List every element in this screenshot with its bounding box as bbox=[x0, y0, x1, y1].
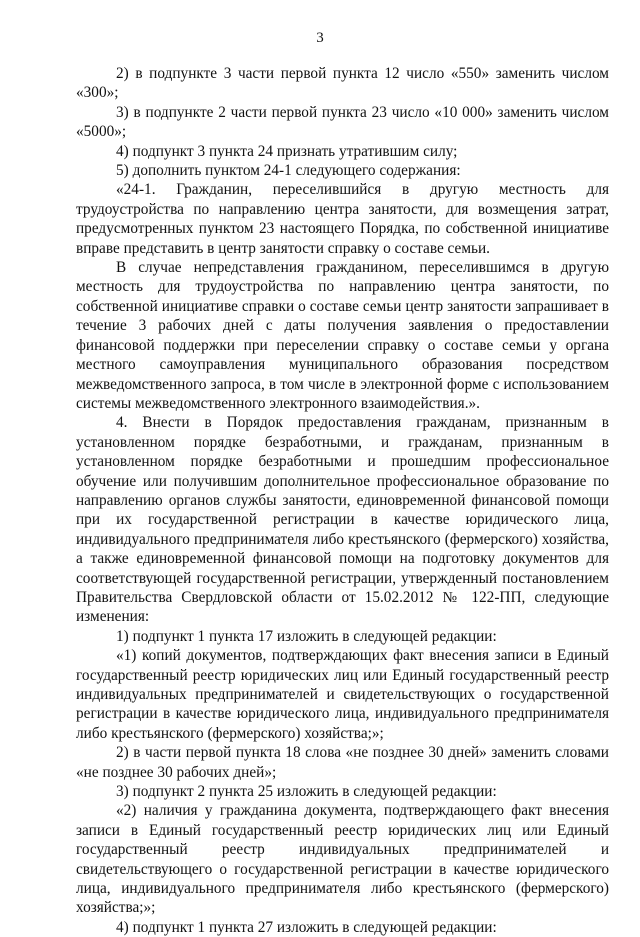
paragraph-8: 1) подпункт 1 пункта 17 изложить в следующей редакции: bbox=[116, 627, 497, 645]
paragraph-5: «24-1. Гражданин, переселившийся в другую местность для трудоустройства по направлению центра занятости, для возмещения затрат, предусмотренных пунктом 23 настоящего Порядка, по собственной инициативе вправе представить в центр занятости справку о составе семьи. bbox=[76, 181, 609, 257]
page-number: 3 bbox=[316, 30, 324, 46]
document-body bbox=[76, 64, 609, 937]
paragraph-11: 3) подпункт 2 пункта 25 изложить в следующей редакции: bbox=[116, 783, 497, 801]
paragraph-12: «2) наличия у гражданина документа, подтверждающего факт внесения записи в Единый государственный реестр юридических лиц или Единый государственный реестр индивидуальных предпринимателей и свидетельствующего о государственной регистрации в качестве юридического лица, индивидуального предпринимателя либо крестьянского (фермерского) хозяйства;»; bbox=[76, 802, 609, 917]
paragraph-2: 3) в подпункте 2 части первой пункта 23 число «10 000» заменить числом «5000»; bbox=[76, 103, 609, 141]
paragraph-6: В случае непредставления гражданином, переселившимся в другую местность для трудоустройства по направлению центра занятости, по собственной инициативе справки о составе семьи центр занятости запрашивает в течение 3 рабочих дней с даты получения заявления о предоставлении финансовой поддержки при переселении справку о составе семьи у органа местного самоуправления муниципального образования посредством межведомственного запроса, в том числе в электронной форме с использованием системы межведомственного электронного взаимодействия.». bbox=[76, 259, 609, 412]
paragraph-1: 2) в подпункте 3 части первой пункта 12 число «550» заменить числом «300»; bbox=[76, 65, 609, 102]
paragraph-10: 2) в части первой пункта 18 слова «не позднее 30 дней» заменить словами «не позднее 30 рабочих дней»; bbox=[76, 744, 609, 781]
paragraph-13: 4) подпункт 1 пункта 27 изложить в следующей редакции: bbox=[116, 918, 497, 936]
paragraph-3: 4) подпункт 3 пункта 24 признать утратившим силу; bbox=[116, 142, 458, 160]
paragraph-9: «1) копий документов, подтверждающих факт внесения записи в Единый государственный реестр юридических лиц или Единый государственный реестр индивидуальных предпринимателей и свидетельствующих о государственной регистрации в качестве юридического лица, индивидуального предпринимателя либо крестьянского (фермерского) хозяйства;»; bbox=[76, 647, 609, 742]
paragraph-4: 5) дополнить пунктом 24-1 следующего содержания: bbox=[116, 162, 461, 180]
paragraph-7: 4. Внести в Порядок предоставления гражданам, признанным в установленном порядке безработными, и гражданам, признанным в установленном порядке безработными и прошедшим профессиональное обучение или получившим дополнительное профессиональное образование по направлению органов службы занятости, единовременной финансовой помощи при их государственной регистрации в качестве юридического лица, индивидуального предпринимателя либо крестьянского (фермерского) хозяйства, а также единовременной финансовой помощи на подготовку документов для соответствующей государственной регистрации, утвержденный постановлением Правительства Свердловской области от 15.02.2012 № 122-ПП, следующие изменения: bbox=[76, 414, 609, 626]
